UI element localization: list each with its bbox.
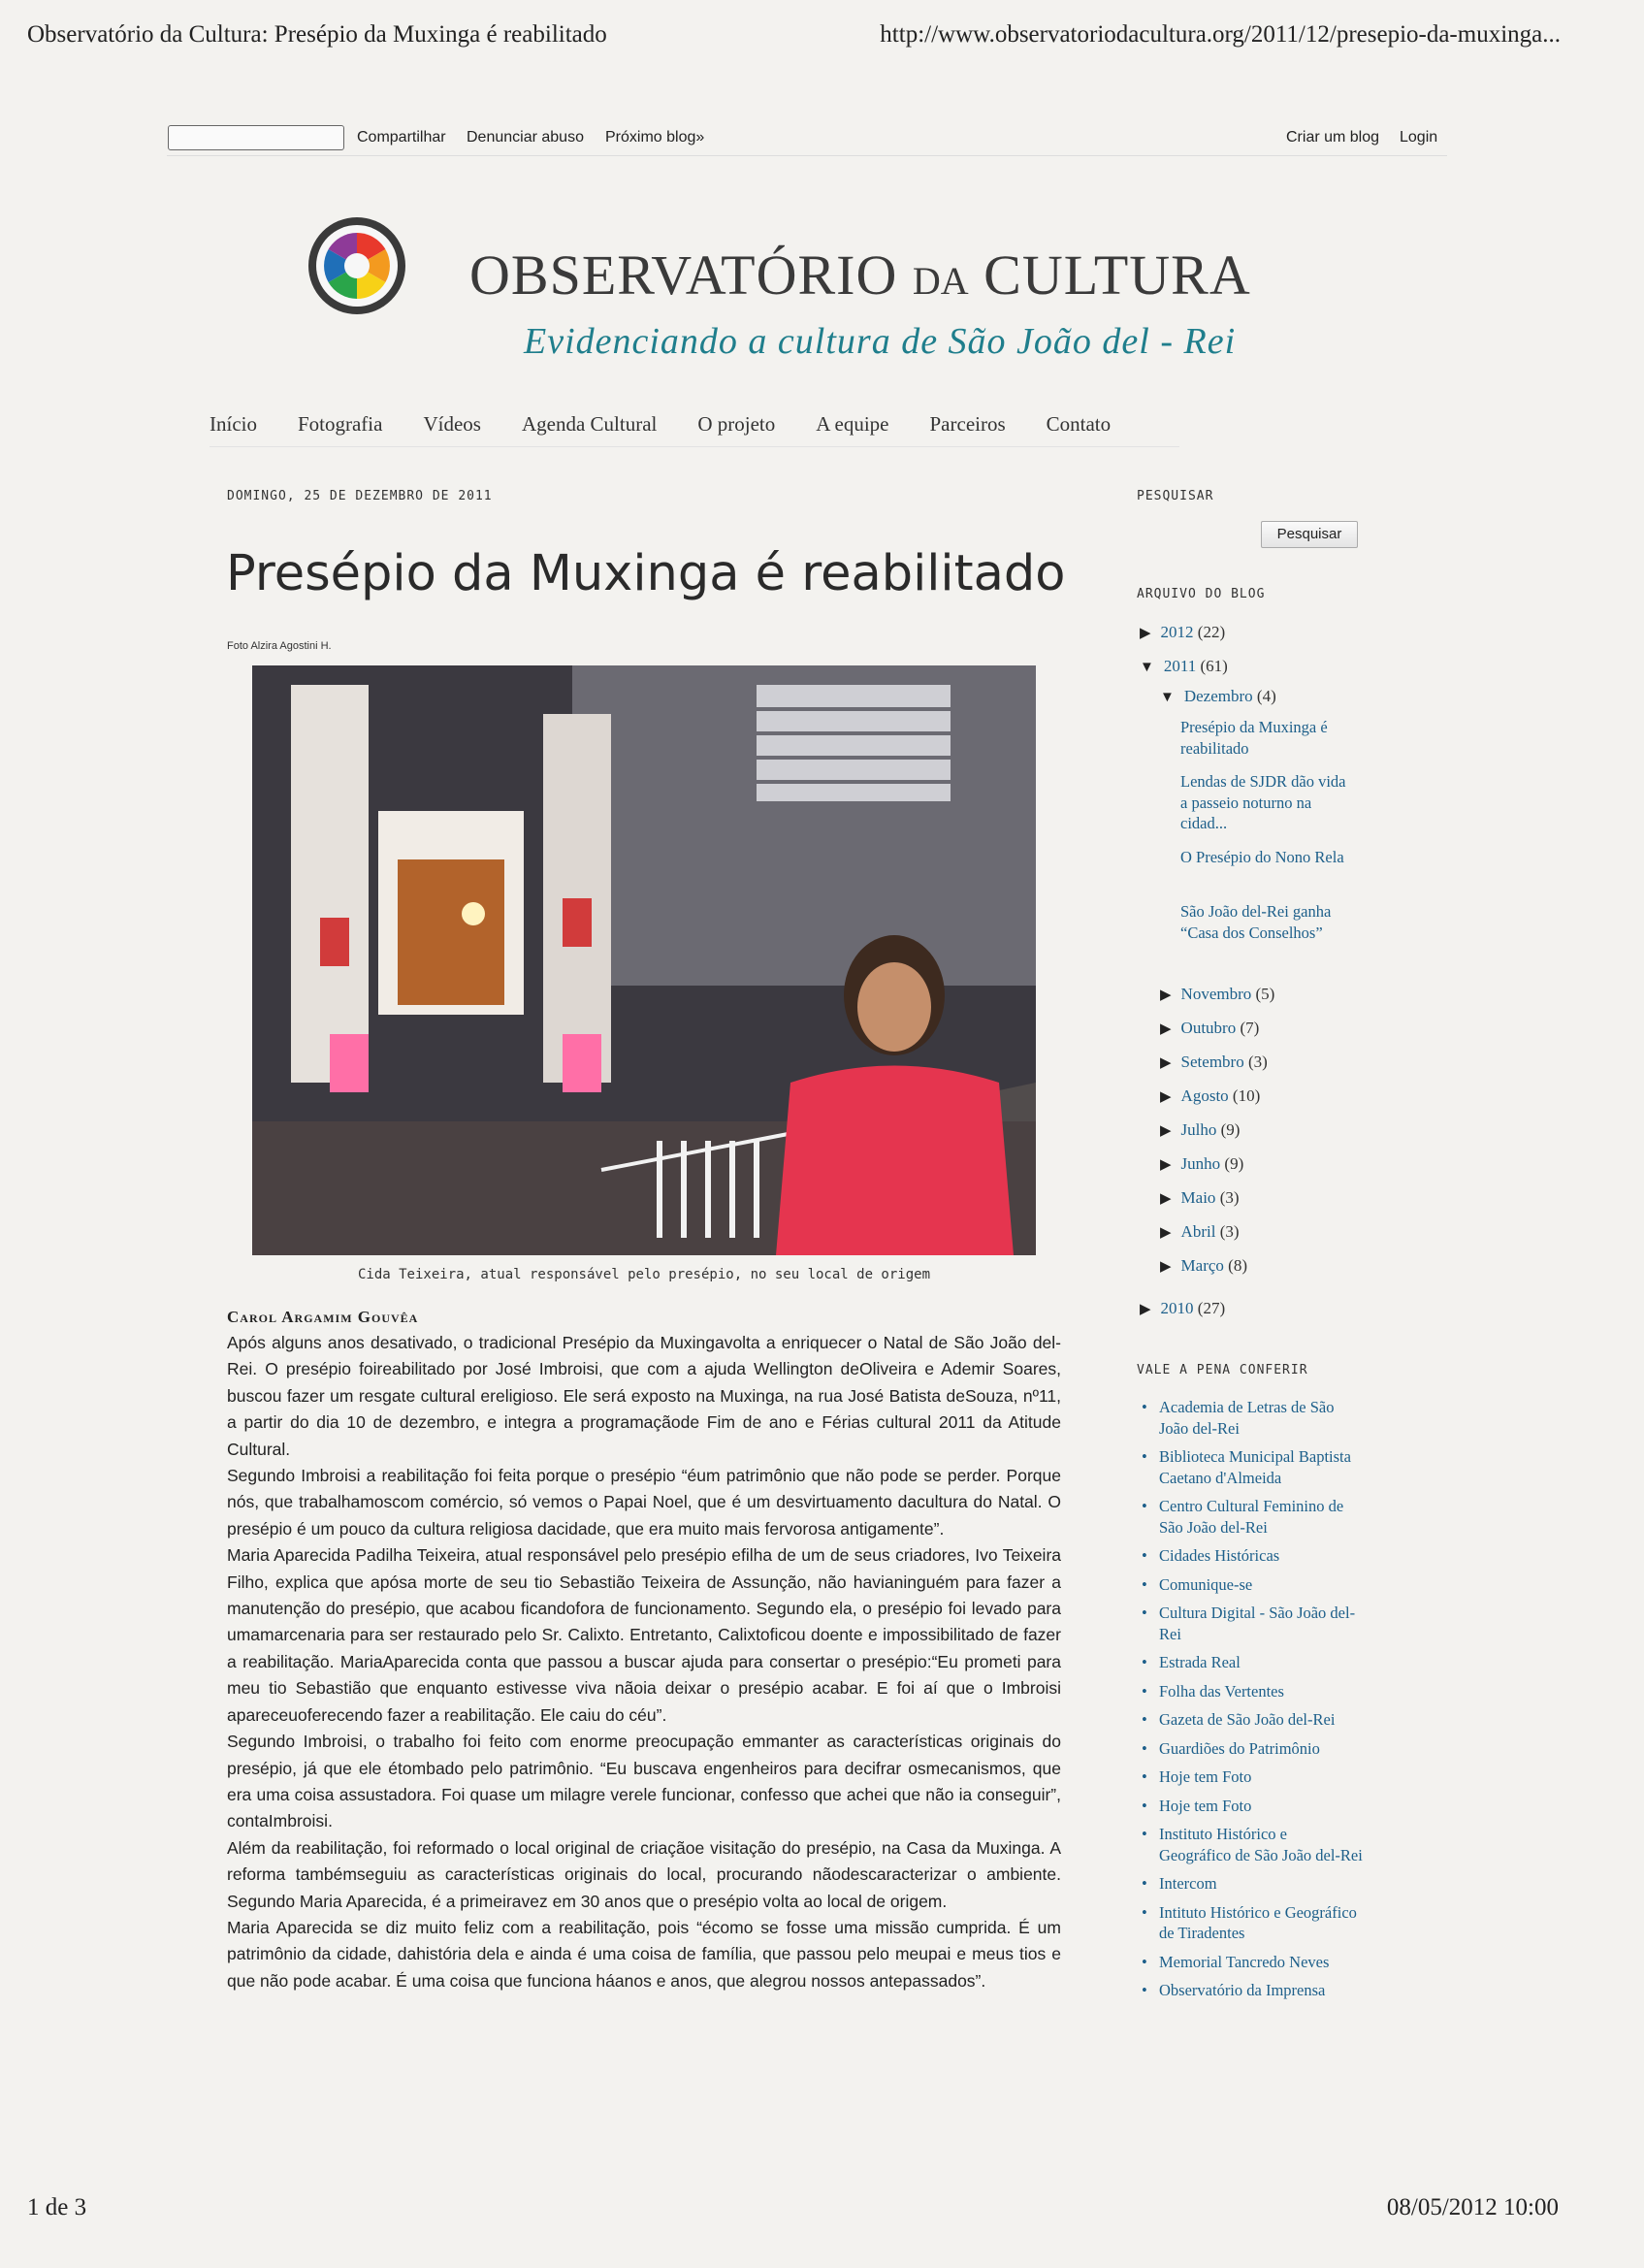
logo-word-cultura: CULTURA [983,243,1251,307]
menu-item-o-projeto[interactable]: O projeto [697,412,776,436]
print-url: http://www.observatoriodacultura.org/2011/12/presepio-da-muxinga... [880,21,1561,48]
link-instituto-historico-sjdr[interactable]: • Instituto Histórico e Geográfico de São João del-Rei [1140,1824,1363,1865]
links-list [1140,1397,1363,2009]
site-logo-text[interactable] [469,243,1251,308]
search-button[interactable]: Pesquisar [1261,521,1358,548]
link-folha-vertentes[interactable]: • Folha das Vertentes [1140,1681,1363,1702]
archive-post-link[interactable]: O Presépio do Nono Rela [1180,848,1344,866]
logo-word-da: DA [912,259,969,303]
print-page-title: Observatório da Cultura: Presépio da Muxinga é reabilitado [27,21,607,48]
links-heading: VALE A PENA CONFERIR [1137,1363,1308,1377]
archive-month-novembro[interactable]: ▶ Novembro (5) [1160,985,1275,1003]
archive-post-link[interactable]: Lendas de SJDR dão vida a passeio noturno na cidad... [1180,772,1346,832]
menu-item-fotografia[interactable]: Fotografia [297,412,383,436]
link-gazeta-sao-joao[interactable]: • Gazeta de São João del-Rei [1140,1709,1363,1731]
report-abuse-link[interactable]: Denunciar abuso [467,129,584,146]
collapsed-arrow-icon: ▶ [1140,626,1151,641]
next-blog-link[interactable]: Próximo blog» [605,129,705,146]
collapsed-arrow-icon: ▶ [1160,988,1172,1003]
link-centro-cultural-feminino[interactable]: • Centro Cultural Feminino de São João del-Rei [1140,1496,1363,1538]
photo-caption: Cida Teixeira, atual responsável pelo presépio, no seu local de origem [357,1267,930,1282]
expanded-arrow-icon: ▼ [1140,660,1154,675]
archive-month-dezembro[interactable]: ▼ Dezembro (4) [1160,687,1276,705]
logo-wheel-icon[interactable] [306,215,407,355]
navbar-divider [167,155,1447,156]
archive-month-marco[interactable]: ▶ Março (8) [1160,1256,1247,1275]
post-date: DOMINGO, 25 DE DEZEMBRO DE 2011 [227,489,493,503]
menu-item-contato[interactable]: Contato [1046,412,1112,436]
link-academia-letras[interactable]: • Academia de Letras de São João del-Rei [1140,1397,1363,1439]
link-hoje-tem-foto[interactable]: • Hoje tem Foto [1140,1766,1363,1788]
link-hoje-tem-foto-2[interactable]: • Hoje tem Foto [1140,1796,1363,1817]
link-instituto-historico-tiradentes[interactable]: • Intituto Histórico e Geográfico de Tiradentes [1140,1902,1363,1944]
post-paragraph: Maria Aparecida Padilha Teixeira, atual responsável pelo presépio efilha de um de seus criadores, Ivo Teixeira Filho, explica que apósa morte de seu tio Sebastião Teixeira de Assunção, não havianinguém para fazer a manutenção do presépio, que acabou ficandofora de funcionamento. Segundo ela, o presépio foi levado para umamarcenaria para ser restaurado pelo Sr. Calixto. Entretanto, Calixtoficou doente e impossibilitado de fazer a reabilitação. MariaAparecida conta que passou a buscar ajuda para consertar o presépio:“Eu prometi para meu tio Sebastião que enquanto estivesse viva nãoia deixar o presépio acabar. E foi aí que o Imbroisi apareceuoferecendo fazer a reabilitação. Ele caiu do céu”. [227,1545,1061,1725]
photo-credit: Foto Alzira Agostini H. [227,640,332,652]
archive-month-agosto[interactable]: ▶ Agosto (10) [1160,1086,1261,1105]
post-author: Carol Argamim Gouvêa [227,1308,419,1326]
menu-item-agenda-cultural[interactable]: Agenda Cultural [521,412,658,436]
collapsed-arrow-icon: ▶ [1160,1157,1172,1173]
link-estrada-real[interactable]: • Estrada Real [1140,1652,1363,1673]
expanded-arrow-icon: ▼ [1160,690,1175,705]
link-comunique-se[interactable]: • Comunique-se [1140,1574,1363,1596]
collapsed-arrow-icon: ▶ [1160,1089,1172,1105]
menu-item-parceiros[interactable]: Parceiros [929,412,1006,436]
archive-year-2011[interactable]: ▼ 2011 (61) [1140,657,1228,675]
pages-menu [210,412,1111,437]
post-paragraph: Após alguns anos desativado, o tradicional Presépio da Muxingavolta a enriquecer o Natal de São João del-Rei. O presépio foireabilitado por José Imbroisi, que com a ajuda Wellington deOliveira e Ademir Soares, buscou fazer um resgate cultural ereligioso. Ele será exposto na Muxinga, na rua José Batista deSouza, nº11, a partir do dia 10 de dezembro, e integra a programaçãode Fim de ano e Férias cultural 2011 da Atitude Cultural. [227,1333,1061,1459]
archive-post-link[interactable]: Presépio da Muxinga é reabilitado [1180,718,1328,758]
collapsed-arrow-icon: ▶ [1160,1055,1172,1071]
post-paragraph: Maria Aparecida se diz muito feliz com a reabilitação, pois “écomo se fosse uma missão cumprida. É um patrimônio da cidade, dahistória dela e ainda é uma coisa de família, que passou pelo meupai e meus tios e que não pode acabar. É uma coisa que funciona háanos e anos, que alegrou nossos antepassados”. [227,1917,1061,1991]
link-biblioteca-municipal[interactable]: • Biblioteca Municipal Baptista Caetano d'Almeida [1140,1446,1363,1488]
menu-item-videos[interactable]: Vídeos [423,412,481,436]
post-paragraph: Segundo Imbroisi a reabilitação foi feita porque o presépio “éum patrimônio que não pode se perder. Porque nós, que trabalhamoscom comércio, só vemos o Papai Noel, que é um desvirtuamento dacultura do Natal. O presépio é um pouco da cultura religiosa dacidade, que era muito mais fervorosa antigamente”. [227,1466,1061,1539]
archive-month-julho[interactable]: ▶ Julho (9) [1160,1120,1241,1139]
link-intercom[interactable]: • Intercom [1140,1873,1363,1895]
link-guardioes-patrimonio[interactable]: • Guardiões do Patrimônio [1140,1738,1363,1760]
link-memorial-tancredo-neves[interactable]: • Memorial Tancredo Neves [1140,1952,1363,1973]
archive-heading: ARQUIVO DO BLOG [1137,587,1266,601]
print-page-number: 1 de 3 [27,2194,87,2220]
archive-year-2012[interactable]: ▶ 2012 (22) [1140,623,1226,641]
menu-item-inicio[interactable]: Início [210,412,257,436]
link-cidades-historicas[interactable]: • Cidades Históricas [1140,1545,1363,1567]
collapsed-arrow-icon: ▶ [1160,1123,1172,1139]
collapsed-arrow-icon: ▶ [1160,1191,1172,1207]
archive-month-abril[interactable]: ▶ Abril (3) [1160,1222,1240,1241]
archive-post-link[interactable]: São João del-Rei ganha “Casa dos Conselhos” [1180,902,1332,942]
collapsed-arrow-icon: ▶ [1140,1302,1151,1317]
post-body [227,1330,1061,1994]
post-paragraph: Segundo Imbroisi, o trabalho foi feito com enorme preocupação emmanter as características originais do presépio, já que ele étombado pelo patrimônio. “Eu buscava engenheiros para decifrar osmecanismos, que era uma coisa assustadora. Foi quase um milagre verele funcionar, confesso que achei que não ia conseguir”, contaImbroisi. [227,1732,1061,1831]
create-blog-link[interactable]: Criar um blog [1286,129,1380,146]
link-cultura-digital[interactable]: • Cultura Digital - São João del-Rei [1140,1603,1363,1644]
archive-month-maio[interactable]: ▶ Maio (3) [1160,1188,1240,1207]
archive-month-outubro[interactable]: ▶ Outubro (7) [1160,1019,1260,1037]
site-tagline: Evidenciando a cultura de São João del - Rei [524,321,1237,362]
menu-divider [210,446,1179,447]
link-observatorio-imprensa[interactable]: • Observatório da Imprensa [1140,1980,1363,2001]
archive-month-setembro[interactable]: ▶ Setembro (3) [1160,1053,1268,1071]
share-link[interactable]: Compartilhar [357,129,446,146]
search-heading: PESQUISAR [1137,489,1214,503]
menu-item-a-equipe[interactable]: A equipe [816,412,889,436]
login-link[interactable]: Login [1400,129,1438,146]
collapsed-arrow-icon: ▶ [1160,1259,1172,1275]
archive-year-2010[interactable]: ▶ 2010 (27) [1140,1299,1226,1317]
logo-word-observatorio: OBSERVATÓRIO [469,243,898,307]
navbar-search-input[interactable] [168,125,344,150]
post-title[interactable]: Presépio da Muxinga é reabilitado [226,545,1066,602]
post-paragraph: Além da reabilitação, foi reformado o local original de criaçãoe visitação do presépio, na Casa da Muxinga. A reforma tambémseguiu as características originais do local, procurando nãodescaracterizar o ambiente. Segundo Maria Aparecida, é a primeiravez em 30 anos que o presépio volta ao local de origem. [227,1837,1061,1911]
collapsed-arrow-icon: ▶ [1160,1021,1172,1037]
archive-month-junho[interactable]: ▶ Junho (9) [1160,1154,1244,1173]
post-photo[interactable] [252,665,1036,1255]
print-datetime: 08/05/2012 10:00 [1386,2194,1559,2220]
collapsed-arrow-icon: ▶ [1160,1225,1172,1241]
